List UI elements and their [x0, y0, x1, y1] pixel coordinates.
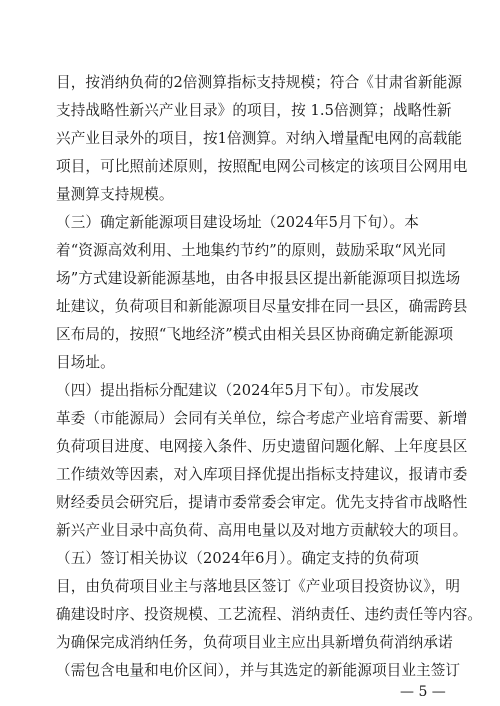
text-line: 确建设时序、投资规模、工艺流程、消纳责任、违约责任等内容。	[56, 606, 483, 623]
text-line: 目，按消纳负荷的2倍测算指标支持规模；符合《甘肃省新能源	[56, 74, 463, 91]
section-heading-3: （三）确定新能源项目建设场址（2024年5月下旬）。本	[56, 214, 419, 231]
section-heading-4: （四）提出指标分配建议（2024年5月下旬）。市发展改	[56, 382, 419, 399]
text-line: 目场址。	[56, 354, 115, 371]
text-line: 区布局的，按照“飞地经济”模式由相关县区协商确定新能源项	[56, 326, 454, 343]
text-line: 工作绩效等因素，对入库项目择优提出指标支持建议，报请市委	[56, 466, 468, 483]
text-line: 财经委员会研究后，提请市委常委会审定。优先支持省市战略性	[56, 494, 468, 511]
section-heading-5: （五）签订相关协议（2024年6月）。确定支持的负荷项	[56, 550, 419, 567]
text-line: 场”方式建设新能源基地，由各申报县区提出新能源项目拟选场	[56, 270, 461, 287]
text-line: 量测算支持规模。	[56, 186, 174, 203]
text-line: 址建议，负荷项目和新能源项目尽量安排在同一县区，确需跨县	[56, 298, 468, 315]
text-line: 目，由负荷项目业主与落地县区签订《产业项目投资协议》，明	[56, 578, 461, 595]
text-line: 革委（市能源局）会同有关单位，综合考虑产业培育需要、新增	[56, 410, 468, 427]
text-line: （需包含电量和电价区间），并与其选定的新能源项目业主签订	[56, 662, 461, 679]
text-line: 项目，可比照前述原则，按照配电网公司核定的该项目公网用电	[56, 158, 468, 175]
text-line: 为确保完成消纳任务，负荷项目业主应出具新增负荷消纳承诺	[56, 634, 453, 651]
text-line: 着“资源高效利用、土地集约节约”的原则，鼓励采取“风光同	[56, 242, 447, 259]
page-number: — 5 —	[400, 684, 446, 700]
text-line: 新兴产业目录中高负荷、高用电量以及对地方贡献较大的项目。	[56, 522, 468, 539]
text-line: 负荷项目进度、电网接入条件、历史遗留问题化解、上年度县区	[56, 438, 468, 455]
text-line: 支持战略性新兴产业目录》的项目，按 1.5倍测算；战略性新	[56, 102, 452, 119]
text-line: 兴产业目录外的项目，按1倍测算。对纳入增量配电网的高载能	[56, 130, 463, 147]
